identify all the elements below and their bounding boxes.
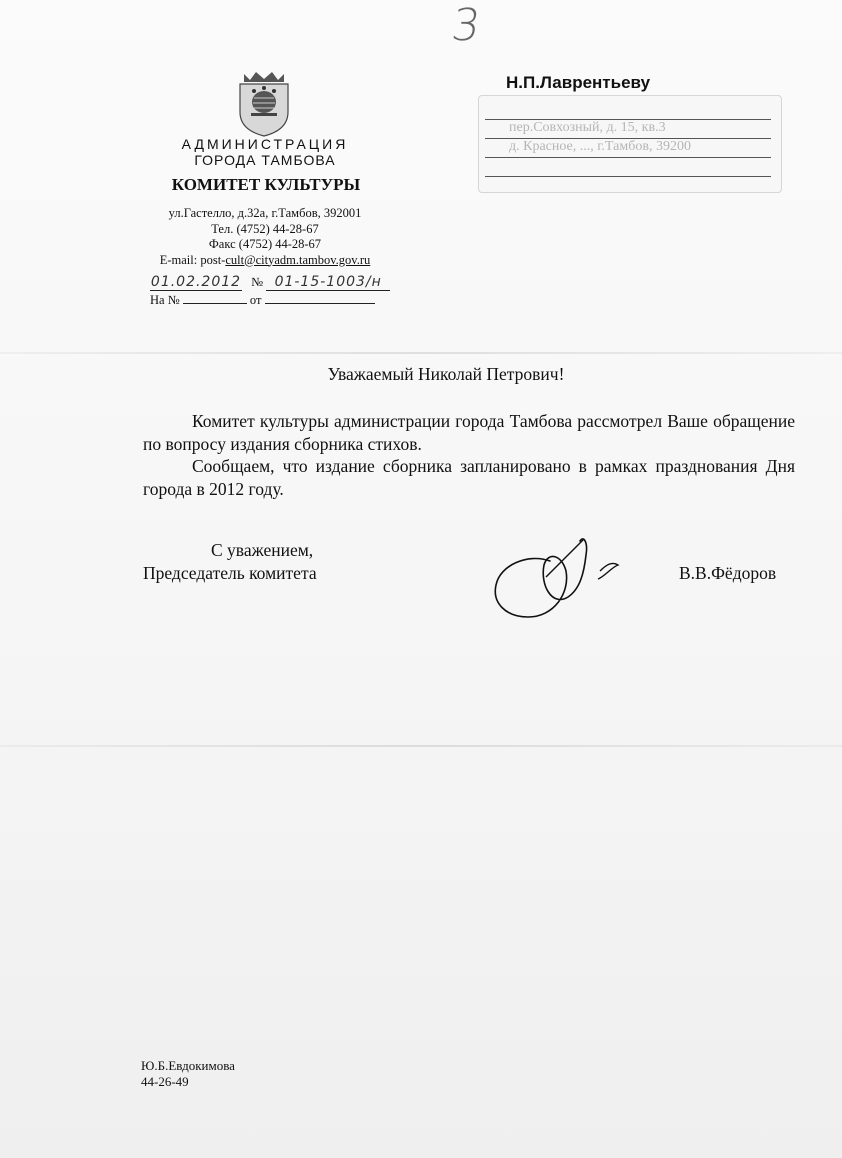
letter-body bbox=[143, 410, 795, 500]
fold-line bbox=[0, 745, 842, 747]
ref-date-field bbox=[265, 291, 375, 304]
email-line bbox=[140, 253, 390, 269]
committee-title: КОМИТЕТ КУЛЬТУРЫ bbox=[171, 175, 361, 194]
closing-regards: С уважением, bbox=[211, 540, 314, 560]
registration-line bbox=[150, 274, 390, 291]
ref-number-field bbox=[183, 291, 247, 304]
recipient-address-line-1: пер.Совхозный, д. 15, кв.3 bbox=[509, 120, 666, 135]
recipient-name: Н.П.Лаврентьеву bbox=[506, 73, 651, 92]
phone-line: Тел. (4752) 44-28-67 bbox=[211, 221, 319, 236]
ref-from-label: от bbox=[249, 293, 262, 307]
reference-line bbox=[150, 291, 375, 308]
executor-info bbox=[141, 1058, 235, 1090]
sticker-rule bbox=[485, 157, 771, 158]
handwritten-signature bbox=[488, 525, 628, 625]
reg-date: 01.02.2012 bbox=[150, 274, 242, 290]
address-line: ул.Гастелло, д.32а, г.Тамбов, 392001 bbox=[168, 206, 362, 220]
admin-title: АДМИНИСТРАЦИЯ bbox=[181, 136, 349, 152]
page-number: 3 bbox=[448, 0, 484, 51]
email-link[interactable]: cult@cityadm.tambov.gov.ru bbox=[225, 252, 371, 267]
salutation: Уважаемый Николай Петрович! bbox=[327, 364, 565, 384]
reg-number-label: № bbox=[251, 275, 264, 289]
paragraph-1: Комитет культуры администрации города Тамбова рассмотрел Ваше обращение по вопросу издания сборника стихов. bbox=[143, 411, 795, 454]
executor-name: Ю.Б.Евдокимова bbox=[141, 1058, 235, 1073]
sticker-rule bbox=[485, 176, 771, 177]
executor-phone: 44-26-49 bbox=[141, 1074, 189, 1089]
letterhead-contacts bbox=[140, 206, 390, 268]
closing-block bbox=[143, 539, 317, 584]
signer-name: В.В.Фёдоров bbox=[679, 563, 777, 583]
closing-position: Председатель комитета bbox=[143, 562, 317, 583]
ref-label: На № bbox=[150, 293, 180, 307]
paragraph-2: Сообщаем, что издание сборника запланировано в рамках празднования Дня города в 2012 году. bbox=[143, 456, 795, 499]
recipient-address-line-2: д. Красное, ..., г.Тамбов, 39200 bbox=[509, 139, 691, 154]
fax-line: Факс (4752) 44-28-67 bbox=[208, 237, 322, 251]
reg-number: 01-15-1003/н bbox=[266, 274, 390, 291]
address-sticker bbox=[478, 95, 782, 193]
coat-of-arms-icon bbox=[234, 66, 294, 138]
fold-line bbox=[0, 352, 842, 354]
city-title: ГОРОДА ТАМБОВА bbox=[194, 152, 336, 168]
email-prefix: E-mail: post- bbox=[159, 252, 226, 267]
